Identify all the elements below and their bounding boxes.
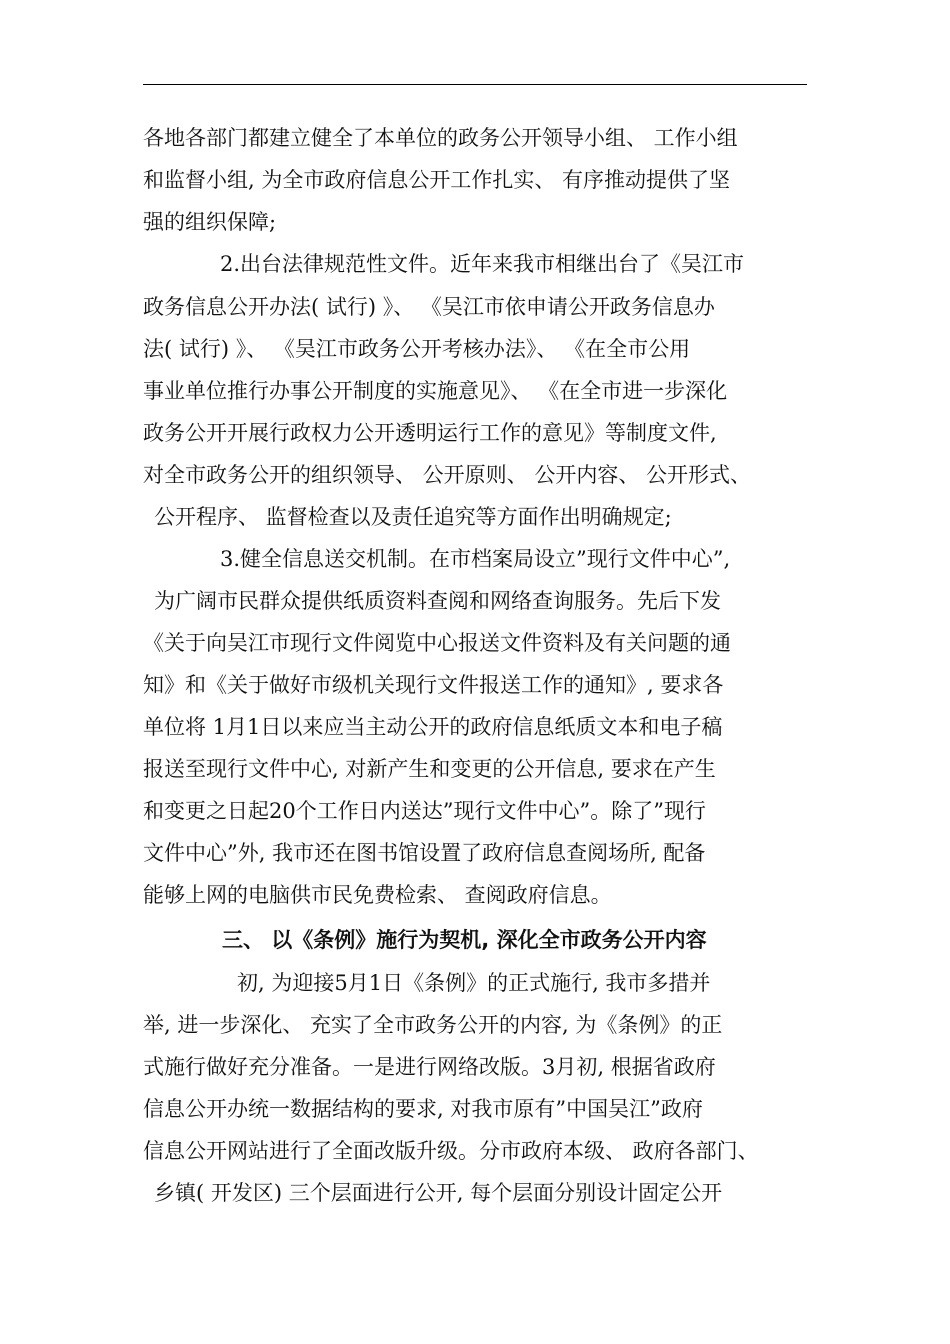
text-line: 对全市政务公开的组织领导、 公开原则、 公开内容、 公开形式、 (143, 463, 752, 487)
text-line: 知》和《关于做好市级机关现行文件报送工作的通知》, 要求各 (143, 673, 724, 697)
text-line: 事业单位推行办事公开制度的实施意见》、 《在全市进一步深化 (143, 379, 728, 403)
text-line: 2.出台法律规范性文件。近年来我市相继出台了《吴江市 (220, 252, 745, 276)
text-line: 强的组织保障; (143, 210, 277, 234)
text-line: 各地各部门都建立健全了本单位的政务公开领导小组、 工作小组 (143, 126, 738, 150)
text-line: 为广阔市民群众提供纸质资料查阅和网络查询服务。先后下发 (154, 589, 721, 613)
text-line: 信息公开网站进行了全面改版升级。分市政府本级、 政府各部门、 (143, 1139, 759, 1163)
text-line: 能够上网的电脑供市民免费检索、 查阅政府信息。 (143, 883, 612, 907)
text-line: 乡镇( 开发区) 三个层面进行公开, 每个层面分别设计固定公开 (154, 1181, 723, 1205)
text-line: 信息公开办统一数据结构的要求, 对我市原有”中国吴江”政府 (143, 1097, 703, 1121)
text-line: 公开程序、 监督检查以及责任追究等方面作出明确规定; (154, 505, 672, 529)
header-rule (143, 84, 807, 85)
text-line: 举, 进一步深化、 充实了全市政务公开的内容, 为《条例》的正 (143, 1013, 723, 1037)
text-line: 和监督小组, 为全市政府信息公开工作扎实、 有序推动提供了坚 (143, 168, 731, 192)
text-line: 文件中心”外, 我市还在图书馆设置了政府信息查阅场所, 配备 (143, 841, 706, 865)
text-line: 和变更之日起20个工作日内送达”现行文件中心”。除了”现行 (143, 799, 706, 823)
text-line: 政务公开开展行政权力公开透明运行工作的意见》等制度文件, (143, 421, 717, 445)
text-line: 《关于向吴江市现行文件阅览中心报送文件资料及有关问题的通 (143, 631, 731, 655)
text-line: 政务信息公开办法( 试行) 》、 《吴江市依申请公开政务信息办 (143, 295, 715, 319)
text-line: 法( 试行) 》、 《吴江市政务公开考核办法》、 《在全市公用 (143, 337, 691, 361)
text-line: 报送至现行文件中心, 对新产生和变更的公开信息, 要求在产生 (143, 757, 716, 781)
text-line: 单位将 1月1日以来应当主动公开的政府信息纸质文本和电子稿 (143, 715, 723, 739)
text-line: 初, 为迎接5月1日《条例》的正式施行, 我市多措并 (237, 971, 711, 995)
section-heading: 三、 以《条例》施行为契机, 深化全市政务公开内容 (222, 928, 707, 952)
text-line: 3.健全信息送交机制。在市档案局设立”现行文件中心”, (220, 547, 731, 571)
text-line: 式施行做好充分准备。一是进行网络改版。3月初, 根据省政府 (143, 1055, 716, 1079)
